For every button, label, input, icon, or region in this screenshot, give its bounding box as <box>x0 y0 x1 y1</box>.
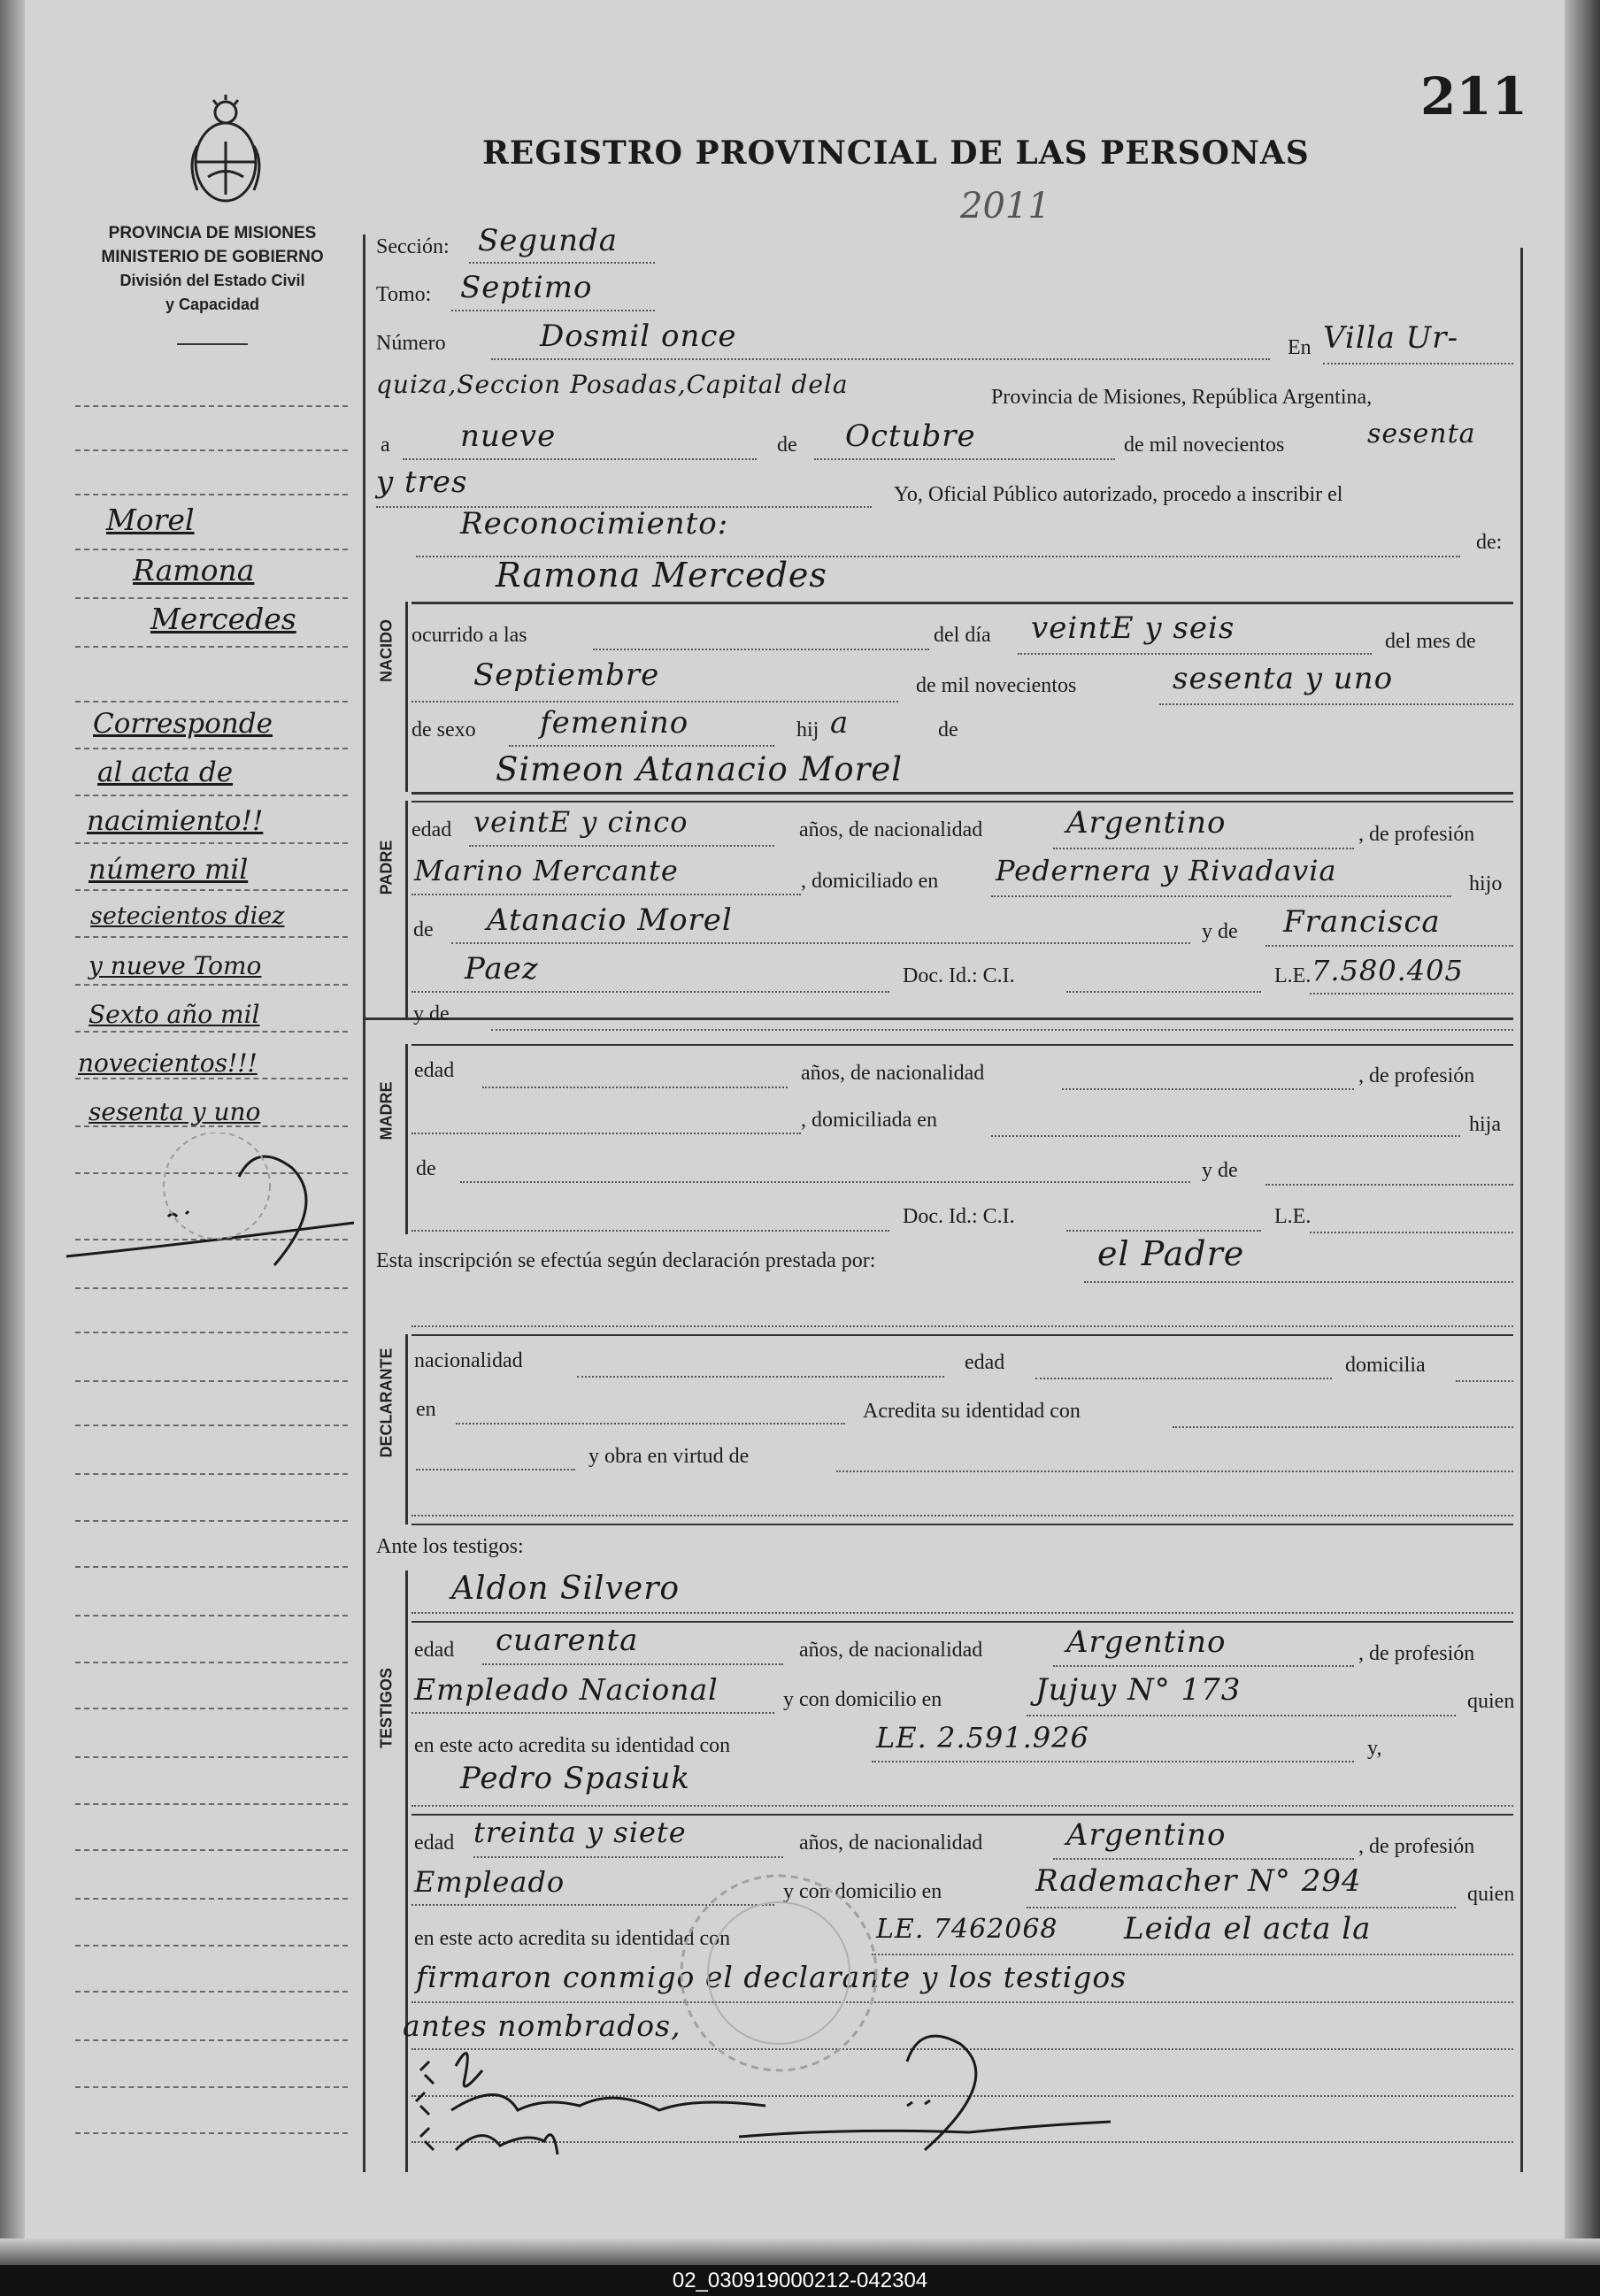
testigo2-domicilio-value: Rademacher N° 294 <box>1035 1863 1362 1899</box>
line <box>412 1133 801 1134</box>
margin-line <box>75 1849 348 1851</box>
nacido-label: NACIDO <box>377 619 396 682</box>
margin-line <box>75 984 348 986</box>
declarante-value: el Padre <box>1097 1234 1245 1273</box>
testigo2-nacionalidad-value: Argentino <box>1066 1817 1227 1853</box>
obra-label: y obra en virtud de <box>588 1445 750 1468</box>
anio-acta-value-2: y tres <box>376 465 468 500</box>
margin-line <box>75 795 348 796</box>
line <box>1053 1858 1354 1860</box>
line <box>1053 848 1354 849</box>
hij-suffix-value: a <box>830 705 850 741</box>
margin-divider <box>363 234 365 2172</box>
page-edge-bottom <box>0 2238 1600 2265</box>
section-rule <box>412 792 1513 795</box>
tipo-value: Reconocimiento: <box>460 506 729 541</box>
faint-stamp <box>673 1867 885 2079</box>
right-border <box>1520 248 1523 2172</box>
padre-padre-value: Atanacio Morel <box>487 902 733 938</box>
anios-nac-label: años, de nacionalidad <box>799 818 983 841</box>
pencil-note: 2011 <box>960 186 1050 227</box>
de-label: de <box>413 918 434 941</box>
line <box>509 745 774 747</box>
de-mil-novecientos-label: de mil novecientos <box>1124 434 1285 457</box>
coat-of-arms-icon <box>181 93 270 217</box>
margin-line <box>75 1424 348 1426</box>
section-divider <box>405 1044 408 1234</box>
declarante-label: DECLARANTE <box>377 1348 396 1458</box>
le-label: L.E. <box>1274 1205 1312 1228</box>
section-rule <box>363 1017 1513 1020</box>
testigo1-nombre-value: Aldon Silvero <box>451 1570 681 1607</box>
provincia-label: Provincia de Misiones, República Argentina, <box>991 386 1373 409</box>
line <box>872 1954 1513 1955</box>
line <box>482 1663 783 1665</box>
padre-madre-value-1: Francisca <box>1283 904 1441 940</box>
acredita-label: Acredita su identidad con <box>863 1400 1081 1423</box>
margin-line <box>75 1945 348 1947</box>
testigo1-profesion-value: Empleado Nacional <box>414 1672 719 1707</box>
line <box>491 1029 1513 1031</box>
margin-note-line: novecientos!!! <box>78 1048 258 1078</box>
de-label: de <box>416 1157 436 1180</box>
de-label: de <box>938 718 958 741</box>
line <box>412 1515 1513 1517</box>
de-mil-novecientos-label: de mil novecientos <box>916 674 1077 697</box>
line <box>1027 1907 1456 1908</box>
line <box>593 649 929 650</box>
line <box>482 1087 788 1088</box>
quien-label: quien <box>1467 1883 1515 1906</box>
testigos-label: TESTIGOS <box>377 1668 396 1749</box>
line <box>412 1612 1513 1614</box>
margin-line <box>75 842 348 844</box>
tomo-value: Septimo <box>460 270 593 305</box>
padre-profesion-value: Marino Mercante <box>414 854 679 887</box>
margin-line <box>75 1566 348 1568</box>
edad-label: edad <box>414 1831 455 1854</box>
line <box>412 2001 1513 2003</box>
margin-surname: Morel <box>106 503 195 537</box>
section-rule <box>412 1524 1513 1525</box>
domicilia-label: domicilia <box>1345 1354 1426 1377</box>
margin-line <box>75 936 348 938</box>
en-este-acto-label: en este acto acredita su identidad con <box>414 1927 731 1950</box>
line <box>1018 653 1372 655</box>
line <box>412 1712 774 1714</box>
edad-d-label: edad <box>965 1351 1005 1374</box>
line <box>814 458 1115 460</box>
hijo-label: hijo <box>1469 872 1503 895</box>
ministry-line: MINISTERIO DE GOBIERNO <box>101 248 324 266</box>
cierre-value-3: antes nombrados, <box>403 2008 681 2043</box>
line <box>469 845 774 847</box>
testigo2-nombre-value: Pedro Spasiuk <box>460 1761 690 1796</box>
margin-given-name: Ramona <box>133 553 255 587</box>
section-rule <box>412 1334 1513 1336</box>
margin-line <box>75 1520 348 1522</box>
line <box>451 310 655 311</box>
margin-line <box>75 549 348 550</box>
line <box>1084 1281 1513 1283</box>
line <box>1027 1715 1456 1716</box>
line <box>872 1761 1354 1762</box>
margin-note-line: Corresponde <box>93 708 273 740</box>
doc-id-label: Doc. Id.: C.I. <box>903 1205 1015 1228</box>
de-profesion-label: , de profesión <box>1358 1835 1475 1858</box>
en-label: En <box>1288 336 1312 359</box>
line <box>1456 1380 1513 1382</box>
margin-note-line: y nueve Tomo <box>88 951 262 980</box>
margin-line <box>75 1078 348 1079</box>
image-id-footer: 02_030919000212-042304 <box>0 2265 1600 2296</box>
margin-line <box>75 646 348 648</box>
de-profesion-label: , de profesión <box>1358 1064 1475 1087</box>
line <box>412 701 898 703</box>
padre-label: PADRE <box>377 840 396 895</box>
margin-line <box>75 1473 348 1475</box>
inscripcion-label: Esta inscripción se efectúa según declaración prestada por: <box>376 1249 876 1272</box>
padre-madre-value-2: Paez <box>465 951 539 987</box>
padre-nombre-value: Simeon Atanacio Morel <box>496 750 904 788</box>
numero-label: Número <box>376 332 446 355</box>
testigo2-edad-value: treinta y siete <box>473 1816 687 1849</box>
margin-note-line: sesenta y uno <box>88 1097 261 1126</box>
margin-line <box>75 405 348 407</box>
anios-nac-label: años, de nacionalidad <box>799 1639 983 1662</box>
del-dia-label: del día <box>934 624 991 647</box>
page-title: REGISTRO PROVINCIAL DE LAS PERSONAS <box>482 134 1310 172</box>
ocurrido-label: ocurrido a las <box>412 624 527 647</box>
margin-note-line: Sexto año mil <box>88 1000 260 1029</box>
line <box>403 458 757 460</box>
line <box>491 358 1270 360</box>
division-line: División del Estado Civil <box>119 272 305 289</box>
de-colon-label: de: <box>1476 531 1503 554</box>
testigo1-domicilio-value: Jujuy N° 173 <box>1035 1672 1242 1708</box>
de-profesion-label: , de profesión <box>1358 1642 1475 1665</box>
cierre-value-2: firmaron conmigo el declarante y los testigos <box>416 1960 1127 1994</box>
line <box>991 895 1451 897</box>
margin-line <box>75 701 348 703</box>
line <box>1310 993 1513 994</box>
padre-edad-value: veintE y cinco <box>473 805 688 839</box>
mes-nac-value: Septiembre <box>473 657 660 693</box>
padre-le-value: 7.580.405 <box>1312 954 1464 987</box>
line <box>469 262 655 264</box>
capacity-line: y Capacidad <box>165 296 260 313</box>
anio-acta-value-1: sesenta <box>1367 419 1476 449</box>
y-de-label: y de <box>1202 920 1238 943</box>
a-label: a <box>381 434 390 457</box>
line <box>991 1135 1460 1137</box>
anios-nac-label: años, de nacionalidad <box>801 1062 985 1085</box>
line <box>473 1856 783 1858</box>
line <box>1173 1426 1513 1428</box>
margin-line <box>75 1898 348 1900</box>
anios-nac-label: años, de nacionalidad <box>799 1831 983 1854</box>
quien-label: quien <box>1467 1690 1515 1713</box>
margin-line <box>75 1615 348 1616</box>
margin-line <box>75 1332 348 1333</box>
edad-label: edad <box>414 1639 455 1662</box>
margin-line <box>75 449 348 451</box>
margin-line <box>75 1031 348 1033</box>
testigo1-nacionalidad-value: Argentino <box>1066 1624 1227 1660</box>
line <box>1265 1184 1513 1186</box>
de-profesion-label: , de profesión <box>1358 823 1475 846</box>
testigo1-edad-value: cuarenta <box>496 1623 639 1658</box>
divider <box>177 343 248 345</box>
section-divider <box>405 801 408 1017</box>
margin-note-line: número mil <box>88 854 249 886</box>
line <box>412 894 801 895</box>
binding-edge-left <box>0 0 25 2265</box>
margin-line <box>75 1662 348 1663</box>
seccion-label: Sección: <box>376 235 450 258</box>
margin-middle-name: Mercedes <box>150 602 296 636</box>
line <box>1066 1230 1261 1232</box>
section-rule <box>412 602 1513 604</box>
en-este-acto-label: en este acto acredita su identidad con <box>414 1734 731 1757</box>
page-edge-right <box>1565 0 1600 2265</box>
folio-number: 211 <box>1420 66 1528 127</box>
anio-nac-value: sesenta y uno <box>1173 661 1394 696</box>
margin-line <box>75 1756 348 1758</box>
nombre-value: Ramona Mercedes <box>496 556 827 595</box>
edad-label: edad <box>412 818 452 841</box>
testigo2-doc-value: LE. 7462068 <box>876 1914 1058 1945</box>
seccion-value: Segunda <box>478 223 619 258</box>
line <box>1323 363 1513 365</box>
line <box>412 1805 1513 1807</box>
line <box>456 1423 845 1424</box>
line <box>1062 1088 1354 1090</box>
testigo2-profesion-value: Empleado <box>414 1865 565 1899</box>
y-comma-label: y, <box>1367 1737 1382 1760</box>
numero-value: Dosmil once <box>540 319 737 354</box>
margin-line <box>75 2086 348 2088</box>
le-label: L.E. <box>1274 964 1312 987</box>
line <box>1066 991 1261 993</box>
margin-line <box>75 1708 348 1709</box>
margin-line <box>75 748 348 749</box>
margin-note-line: al acta de <box>97 756 234 788</box>
del-mes-label: del mes de <box>1385 630 1476 653</box>
line <box>412 1325 1513 1327</box>
margin-line <box>75 1380 348 1382</box>
line <box>1035 1378 1332 1379</box>
line <box>1310 1232 1513 1233</box>
margin-note-line: nacimiento!! <box>87 805 264 837</box>
doc-id-label: Doc. Id.: C.I. <box>903 964 1015 987</box>
line <box>416 1469 575 1471</box>
line <box>1053 1665 1354 1667</box>
line <box>460 1181 1190 1183</box>
testigo1-doc-value: LE. 2.591.926 <box>876 1721 1089 1755</box>
margin-line <box>75 597 348 599</box>
province-block <box>71 221 354 317</box>
en-d-label: en <box>416 1398 436 1421</box>
line <box>836 1471 1513 1472</box>
domiciliado-en-label: , domiciliado en <box>801 870 939 893</box>
margin-line <box>75 2132 348 2134</box>
madre-label: MADRE <box>377 1081 396 1140</box>
lugar-value-1: Villa Ur- <box>1323 320 1459 356</box>
line <box>412 991 889 993</box>
margin-note-line: setecientos diez <box>90 902 285 930</box>
line <box>1265 945 1513 947</box>
dia-acta-value: nueve <box>460 419 557 454</box>
line <box>451 942 1190 944</box>
de-label: de <box>777 434 797 457</box>
padre-nacionalidad-value: Argentino <box>1066 805 1227 841</box>
hija-label: hija <box>1469 1113 1501 1136</box>
margin-line <box>75 1803 348 1805</box>
edad-label: edad <box>414 1059 455 1082</box>
section-rule <box>412 1044 1513 1046</box>
margin-line <box>75 494 348 495</box>
padre-domicilio-value: Pedernera y Rivadavia <box>996 854 1337 887</box>
domiciliada-en-label: , domiciliada en <box>801 1109 937 1132</box>
section-divider <box>405 602 408 792</box>
margin-signature <box>62 1133 363 1292</box>
section-rule <box>412 801 1513 802</box>
mes-acta-value: Octubre <box>845 419 976 454</box>
y-con-domicilio-label: y con domicilio en <box>783 1688 942 1711</box>
tomo-label: Tomo: <box>376 283 432 306</box>
dia-nac-value: veintE y seis <box>1031 610 1235 646</box>
sexo-value: femenino <box>540 705 689 741</box>
y-de-label: y de <box>413 1002 450 1025</box>
cierre-value-1: Leida el acta la <box>1124 1911 1372 1947</box>
margin-line <box>75 889 348 891</box>
margin-line <box>75 1991 348 1993</box>
nacionalidad-label: nacionalidad <box>414 1349 523 1372</box>
de-sexo-label: de sexo <box>412 718 476 741</box>
margin-line <box>75 2039 348 2041</box>
line <box>1159 703 1513 705</box>
line <box>577 1376 944 1378</box>
y-con-domicilio-label: y con domicilio en <box>783 1880 942 1903</box>
ante-testigos-label: Ante los testigos: <box>376 1535 524 1558</box>
y-de-label: y de <box>1202 1159 1238 1182</box>
line <box>412 1230 889 1232</box>
hij-label: hij <box>796 718 819 741</box>
section-divider <box>405 1334 408 1524</box>
yo-oficial-label: Yo, Oficial Público autorizado, procedo a inscribir el <box>894 483 1343 506</box>
lugar-value-2: quiza,Seccion Posadas,Capital dela <box>376 370 849 399</box>
province-line: PROVINCIA DE MISIONES <box>108 224 317 242</box>
